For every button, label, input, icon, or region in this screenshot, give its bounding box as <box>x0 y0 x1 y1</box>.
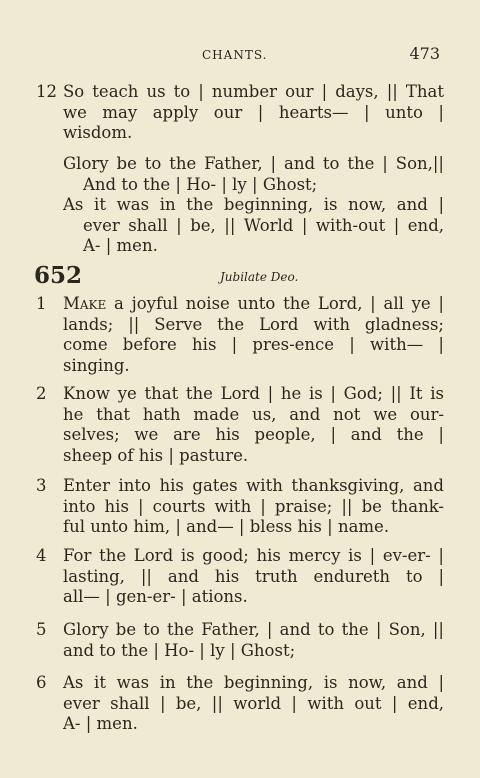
verse-line: A- | men. <box>63 714 138 733</box>
running-head: CHANTS. <box>202 48 268 62</box>
verse-line: singing. <box>63 355 130 375</box>
verse-line: into his | courts with | praise; || be thank- <box>63 496 444 516</box>
gloria-patri <box>36 154 444 257</box>
verse-line: 6 As it was in the beginning, is now, and | <box>36 673 444 692</box>
verse-line: we may apply our | hearts— | unto | <box>63 102 444 122</box>
verse-number: 5 <box>36 620 47 639</box>
drop-word: Make <box>63 294 107 313</box>
verse-line: 2 Know ye that the Lord | he is | God; || It is <box>36 384 444 403</box>
verse-6 <box>36 673 444 735</box>
gloria-line: And to the | Ho- | ly | Ghost; <box>83 174 318 194</box>
verse-line: come before his | pres-ence | with— | <box>63 335 444 354</box>
verse-number: 12 <box>36 82 57 101</box>
hymn-title: Jubilate Deo. <box>220 270 299 284</box>
hymn-heading <box>34 262 444 290</box>
verse-line: ful unto him, | and— | bless his | name. <box>63 517 390 536</box>
page-header <box>0 44 480 64</box>
verse-line: 12 So teach us to | number our | days, || That <box>36 82 444 101</box>
verse-line: 5 Glory be to the Father, | and to the | Son, || <box>36 620 444 639</box>
verse-line: all— | gen-er- | ations. <box>63 587 248 606</box>
verse-2 <box>36 384 444 466</box>
verse-4 <box>36 546 444 608</box>
gloria-line: Glory be to the Father, | and to the | Son,|| <box>63 154 444 173</box>
verse-number: 1 <box>36 294 47 313</box>
verse-line: wisdom. <box>63 123 133 142</box>
hymn-number: 652 <box>34 262 83 289</box>
verse-number: 4 <box>36 546 47 565</box>
gloria-line: A- | men. <box>83 236 158 255</box>
verse-line: 3 Enter into his gates with thanksgiving, and <box>36 476 444 495</box>
verse-line: lands; || Serve the Lord with gladness; <box>63 314 444 334</box>
verse-number: 3 <box>36 476 47 495</box>
verse-line: selves; we are his people, | and the | <box>63 425 444 444</box>
verse-number: 2 <box>36 384 47 403</box>
gloria-line: As it was in the beginning, is now, and | <box>63 195 444 214</box>
verse-3 <box>36 476 444 538</box>
verse-line: 1 Make a joyful noise unto the Lord, | all ye | <box>36 294 444 313</box>
verse-number: 6 <box>36 673 47 692</box>
verse-line: and to the | Ho- | ly | Ghost; <box>63 640 296 660</box>
verse-line: he that hath made us, and not we our- <box>63 404 444 424</box>
verse-line: 4 For the Lord is good; his mercy is | ev-er- | <box>36 546 444 565</box>
verse-1 <box>36 294 444 376</box>
page-number: 473 <box>409 44 440 63</box>
verse-12 <box>36 82 444 144</box>
verse-line: ever shall | be, || world | with out | end, <box>63 693 444 713</box>
verse-5 <box>36 620 444 661</box>
gloria-line: ever shall | be, || World | with-out | end, <box>83 215 444 235</box>
verse-line: sheep of his | pasture. <box>63 445 249 465</box>
verse-line: lasting, || and his truth endureth to | <box>63 566 444 586</box>
